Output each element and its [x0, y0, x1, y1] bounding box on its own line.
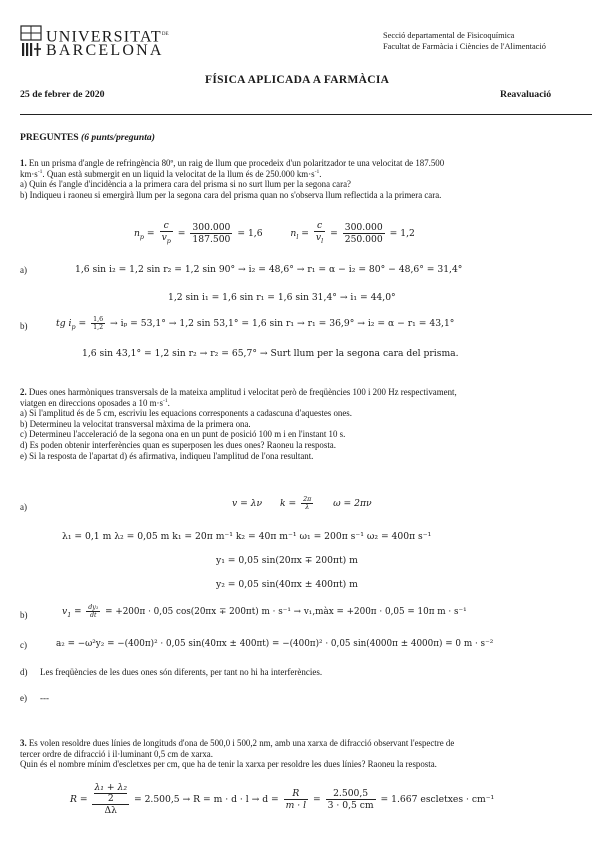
q2-label-a: a)	[20, 502, 27, 512]
question-2-line1: Dues ones harmòniques transversals de la mateixa amplitud i velocitat però de freqüències 100 i 200 Hz respectivament,	[28, 387, 457, 397]
question-1-number: 1.	[20, 158, 27, 168]
exam-type: Reavaluació	[500, 89, 552, 100]
q2-label-e: e)	[20, 693, 27, 703]
q2-label-c: c)	[20, 640, 27, 650]
header-divider	[20, 114, 592, 115]
q2-eq-b-num: dy₁	[88, 604, 99, 611]
q1-line2: . Quan està submergit en un liquid la velocitat de la llum és de 250.000 km·s	[42, 168, 315, 179]
university-crest-icon	[20, 25, 42, 59]
department-line2: Facultat de Farmàcia i Ciències de l'Alimentació	[383, 42, 546, 51]
q1-eq-b1-den: 1,2	[93, 324, 104, 331]
exam-date: 25 de febrer de 2020	[20, 89, 105, 100]
q3-eq-R-res: = 2.500,5 → R = m · d · l → d =	[133, 794, 279, 805]
q1-nl-result: = 1,2	[389, 227, 415, 239]
question-3-line3: Quin és el nombre mínim d'escletxes per cm, que ha de tenir la xarxa per resoldre les dues línies? Raoneu la resposta.	[20, 759, 437, 770]
q3-eq-R-num-bot: 2	[107, 793, 114, 804]
q1-eq-b1-rest: → iₚ = 53,1° → 1,2 sin 53,1° = 1,6 sin r₁ → r₁ = 36,9° → i₂ = α − r₁ = 43,1°	[110, 318, 455, 329]
q3-eq-d-num: R	[284, 788, 308, 800]
q1-eq-b1-num: 1,6	[93, 316, 104, 323]
q2-eq-a1-w: ω = 2πν	[333, 498, 372, 509]
question-2-line2: viatgen en direccions oposades a 10 m·s	[20, 397, 163, 408]
q3-eq-d-den: m · l	[285, 800, 307, 811]
q1-label-a: a)	[20, 265, 27, 275]
university-name-line2: BARCELONA	[46, 42, 164, 59]
university-name-line1: UNIVERSITAT	[46, 28, 162, 46]
question-3-text	[20, 738, 600, 770]
q2-line2-end: .	[167, 397, 170, 408]
q2-eq-a4: y₂ = 0,05 sin(40πx ± 400πt) m	[216, 579, 358, 590]
section-title	[20, 132, 155, 143]
q3-eq-d-den2: 3 · 0,5 cm	[327, 800, 374, 811]
q2-eq-a1: v = λν k = $\frac{2\pi}{\lambda}$ ω = 2πν	[232, 496, 372, 511]
q2-eq-a2: λ₁ = 0,1 m λ₂ = 0,05 m k₁ = 20π m⁻¹ k₂ = 40π m⁻¹ ω₁ = 200π s⁻¹ ω₂ = 400π s⁻¹	[62, 531, 432, 542]
q1-np-result: = 1,6	[237, 227, 263, 239]
department-line1: Secció departamental de Fisicoquímica	[383, 31, 515, 40]
question-3-line2: tercer ordre de difracció i il·luminant 0,5 cm de xarxa.	[20, 748, 213, 759]
q1-refraction-indices: $n_p$ = $\frac{c}{v_p}$ = $\frac{300.000}{187.500}$ = 1,6 $n_l$ = $\frac{c}{v_l}$ = $\frac{300.000}{250.000}$ = 1,2	[134, 220, 415, 245]
section-points: (6 punts/pregunta)	[81, 132, 155, 143]
q2-eq-b: $v_1$ = $\frac{\text{dy₁}}{dt}$ = +200π · 0,05 cos(20πx ∓ 200πt) m · s⁻¹ → v₁,màx = +200π · 0,05 = 10π m · s⁻¹	[62, 604, 467, 619]
q1-nl-den: 250.000	[344, 233, 383, 245]
q2-eq-b-den: dt	[90, 612, 97, 619]
question-2-part-c: c) Determineu l'acceleració de la segona ona en un punt de posició 100 m i en l'instant 10 s.	[20, 429, 346, 440]
q1-eq-a2: 1,2 sin i₁ = 1,6 sin r₁ = 1,6 sin 31,4° → i₁ = 44,0°	[168, 292, 396, 303]
question-2-text	[20, 387, 600, 461]
q3-solution: R = λ₁ + λ₂ 2 Δλ = 2.500,5 → R = m · d · l → d = $\frac{R}{m \cdot l}$ = $\frac{2.500,5}{3 \cdot 0,5 cm}$ = 1.667 escletxes · cm⁻¹	[70, 782, 495, 816]
q1-label-b: b)	[20, 321, 28, 331]
q2-unit-exp: -1	[162, 397, 168, 404]
q1-np-den: 187.500	[192, 233, 231, 245]
q2-eq-a3: y₁ = 0,05 sin(20πx ∓ 200πt) m	[216, 555, 358, 566]
university-logo	[20, 25, 170, 61]
course-title: FÍSICA APLICADA A FARMÀCIA	[205, 74, 390, 86]
question-2-part-e: e) Si la resposta de l'apartat d) és afirmativa, indiqueu l'amplitud de l'ona resultant.	[20, 450, 314, 461]
q2-eq-a1-v: v = λν	[232, 498, 263, 509]
q2-eq-a1-k-den: λ	[305, 504, 310, 511]
question-3-line1: Es volen resoldre dues línies de longituds d'ona de 500,0 i 500,2 nm, amb una xarxa de difracció observant l'espectre de	[28, 738, 455, 748]
q3-eq-R-den: Δλ	[104, 805, 117, 816]
question-3-number: 3.	[20, 738, 27, 748]
q2-eq-b-rest: = +200π · 0,05 cos(20πx ∓ 200πt) m · s⁻¹ → v₁,màx = +200π · 0,05 = 10π m · s⁻¹	[105, 607, 467, 617]
question-2-part-b: b) Determineu la velocitat transversal màxima de la primera ona.	[20, 418, 251, 429]
q2-label-b: b)	[20, 610, 28, 620]
question-1-line1: En un prisma d'angle de refringència 80º, un raig de llum que procedeix d'un polaritzador te una velocitat de 187.500	[28, 158, 445, 168]
q1-eq-b1: tg $i_p$ = $\frac{1,6}{1,2}$ → iₚ = 53,1° → 1,2 sin 53,1° = 1,6 sin r₁ → r₁ = 36,9° → i₂ = α − r₁ = 43,1°	[56, 316, 455, 331]
q3-eq-d-num2: 2.500,5	[326, 788, 376, 800]
q2-answer-e: ---	[40, 693, 49, 703]
question-2-number: 2.	[20, 387, 27, 397]
q1-unit-exp: -1	[37, 168, 43, 175]
question-2-part-d: d) Es poden obtenir interferències quan es superposen les dues ones? Raoneu la resposta.	[20, 439, 336, 450]
q3-eq-d-res: = 1.667 escletxes · cm⁻¹	[380, 794, 495, 805]
q3-eq-R-num-top: λ₁ + λ₂	[94, 782, 128, 793]
question-1-part-a: a) Quin és l'angle d'incidència a la primera cara del prisma si no surt llum per la segona cara?	[20, 179, 351, 190]
question-1-part-b: b) Indiqueu i raoneu si emergirà llum per la segona cara del prisma quan no s'observa llum reflectida a la primera cara.	[20, 189, 442, 200]
q2-eq-a1-k-num: 2π	[303, 496, 312, 503]
question-2-part-a: a) Si l'amplitud és de 5 cm, escriviu les equacions corresponents a cadascuna d'aquestes ones.	[20, 408, 352, 419]
q1-unit: km·s	[20, 168, 38, 179]
section-title-text: PREGUNTES	[20, 132, 79, 143]
q1-np-num: 300.000	[192, 221, 231, 233]
question-1-text	[20, 158, 600, 200]
q2-label-d: d)	[20, 667, 28, 677]
q1-nl-num: 300.000	[344, 221, 383, 233]
q1-eq-b2: 1,6 sin 43,1° = 1,2 sin r₂ → r₂ = 65,7° → Surt llum per la segona cara del prisma.	[82, 348, 459, 359]
q1-line2-end: .	[319, 168, 322, 179]
university-name-de: DE	[161, 32, 169, 37]
q1-eq-a1: 1,6 sin i₂ = 1,2 sin r₂ = 1,2 sin 90° → i₂ = 48,6° → r₁ = α − i₂ = 80° − 48,6° = 31,4°	[75, 264, 463, 275]
q1-unit-exp2: -1	[314, 168, 320, 175]
q2-answer-d: Les freqüències de les dues ones són diferents, per tant no hi ha interferències.	[40, 667, 323, 677]
q2-eq-c: a₂ = −ω²y₂ = −(400π)² · 0,05 sin(40πx ± 400πt) = −(400π)² · 0,05 sin(4000π ± 4000π) = 0 m · s⁻²	[56, 639, 494, 649]
